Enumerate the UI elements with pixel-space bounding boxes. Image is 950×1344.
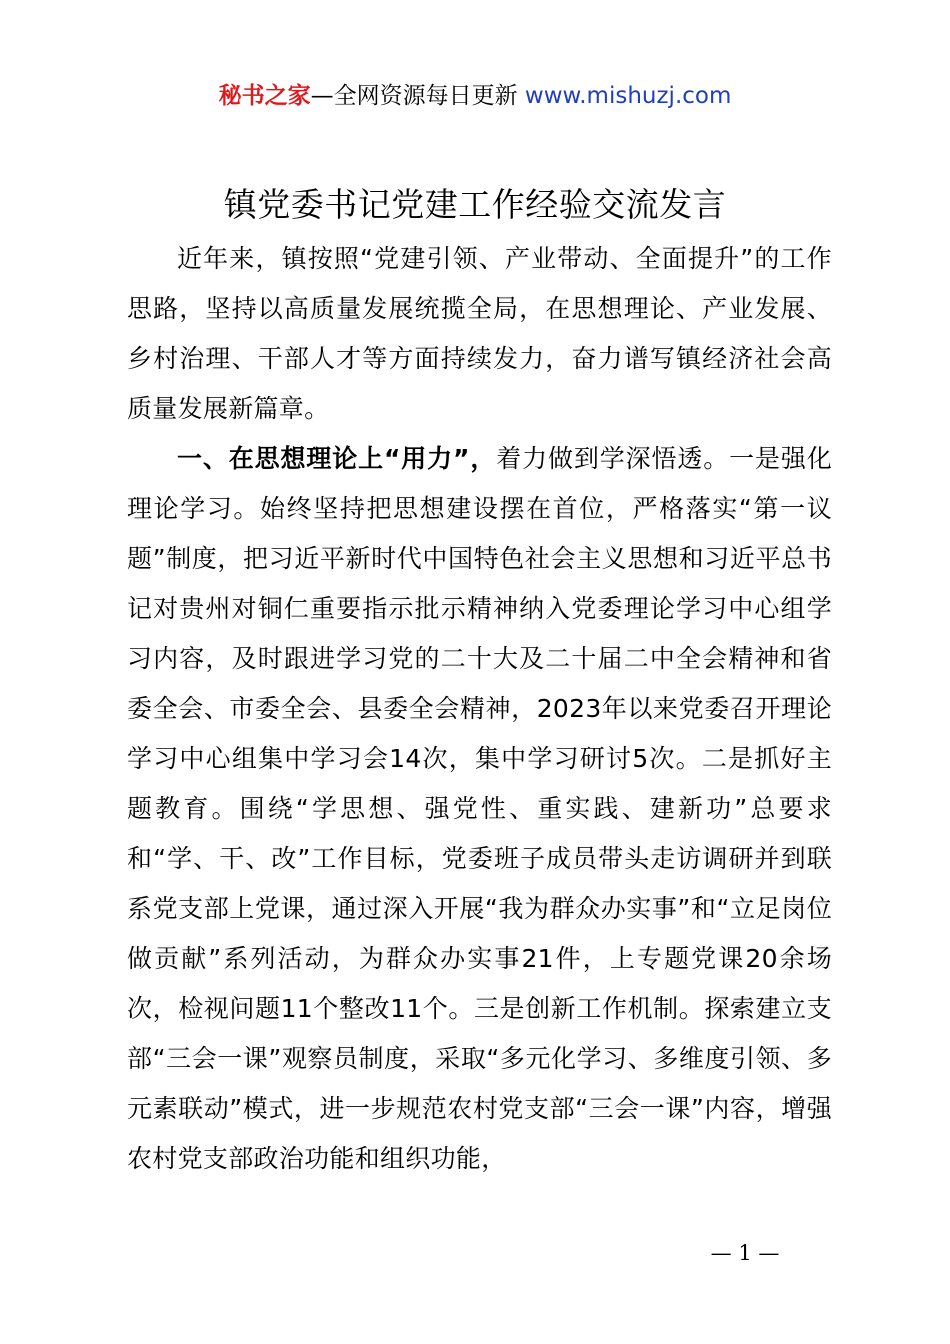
page-number: — 1 — xyxy=(710,1241,780,1265)
intro-paragraph-text: 近年来，镇按照“党建引领、产业带动、全面提升”的工作思路，坚持以高质量发展统揽全局，在思想理论、产业发展、乡村治理、干部人才等方面持续发力，奋力谱写镇经济社会高质量发展新篇章。 xyxy=(127,244,832,423)
intro-paragraph xyxy=(127,234,832,434)
document-title: 镇党委书记党建工作经验交流发言 xyxy=(223,185,727,224)
section-one-paragraph xyxy=(127,434,832,1184)
section-one-heading: 一、在思想理论上“用力”， xyxy=(177,444,497,473)
site-url-link[interactable]: www.mishuzj.com xyxy=(524,83,732,109)
document-body xyxy=(127,234,832,1184)
section-one-text: 着力做到学深悟透。一是强化理论学习。始终坚持把思想建设摆在首位，严格落实“第一议题”制度，把习近平新时代中国特色社会主义思想和习近平总书记对贵州对铜仁重要指示批示精神纳入党委理论学习中心组学习内容，及时跟进学习党的二十大及二十届二中全会精神和省委全会、市委全会、县委全会精神，2023年以来党委召开理论学习中心组集中学习会14次，集中学习研讨5次。二是抓好主题教育。围绕“学思想、强党性、重实践、建新功”总要求和“学、干、改”工作目标，党委班子成员带头走访调研并到联系党支部上党课，通过深入开展“我为群众办实事”和“立足岗位做贡献”系列活动，为群众办实事21件，上专题党课20余场次，检视问题11个整改11个。三是创新工作机制。探索建立支部“三会一课”观察员制度，采取“多元化学习、多维度引领、多元素联动”模式，进一步规范农村党支部“三会一课”内容，增强农村党支部政治功能和组织功能， xyxy=(127,444,832,1173)
site-tagline: —全网资源每日更新 xyxy=(310,83,525,109)
site-brand: 秘书之家 xyxy=(218,83,311,109)
site-header xyxy=(0,80,950,112)
